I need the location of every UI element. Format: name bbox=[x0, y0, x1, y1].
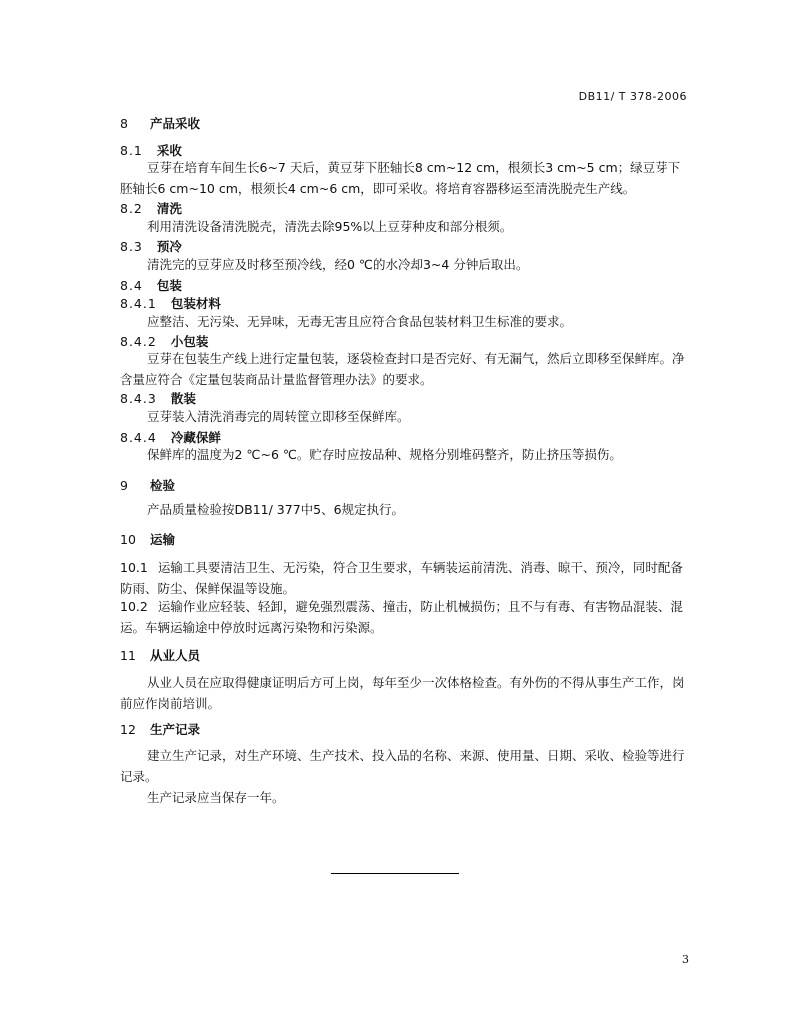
section-title: 冷藏保鲜 bbox=[170, 430, 221, 445]
section-number: 12 bbox=[120, 722, 136, 737]
section-title: 运输 bbox=[150, 532, 176, 547]
section-10-heading bbox=[120, 530, 175, 548]
section-8-4-4-text: 保鲜库的温度为2 ℃~6 ℃。贮存时应按品种、规格分别堆码整齐，防止挤压等损伤。 bbox=[147, 447, 622, 462]
section-11-heading bbox=[120, 646, 200, 664]
page-number: 3 bbox=[682, 953, 689, 966]
section-8-2-heading bbox=[120, 199, 182, 217]
section-title: 生产记录 bbox=[150, 722, 201, 737]
section-title: 产品采收 bbox=[150, 116, 201, 131]
section-title: 检验 bbox=[150, 478, 176, 493]
section-number: 8.1 bbox=[120, 143, 143, 158]
section-number: 8.4.3 bbox=[120, 391, 157, 406]
section-8-4-3-text: 豆芽装入清洗消毒完的周转筐立即移至保鲜库。 bbox=[147, 409, 410, 424]
section-10-2-text bbox=[120, 596, 688, 638]
section-8-heading bbox=[120, 114, 200, 132]
section-title: 包装材料 bbox=[170, 296, 221, 311]
end-rule bbox=[331, 873, 459, 874]
section-10-1-text bbox=[120, 557, 688, 599]
section-8-4-1-heading bbox=[120, 294, 221, 312]
section-8-2-text: 利用清洗设备清洗脱壳，清洗去除95%以上豆芽种皮和部分根须。 bbox=[147, 219, 513, 234]
section-8-4-1-text: 应整洁、无污染、无异味，无毒无害且应符合食品包装材料卫生标准的要求。 bbox=[147, 314, 573, 329]
section-9-text: 产品质量检验按DB11/ 377中5、6规定执行。 bbox=[147, 502, 405, 517]
section-number: 8 bbox=[120, 116, 128, 131]
section-number: 9 bbox=[120, 478, 128, 493]
section-title: 采收 bbox=[156, 143, 182, 158]
section-12-heading bbox=[120, 720, 200, 738]
section-number: 8.2 bbox=[120, 201, 143, 216]
section-number: 11 bbox=[120, 648, 136, 663]
standard-code: DB11/ T 378-2006 bbox=[578, 90, 687, 103]
section-11-text: 从业人员在应取得健康证明后方可上岗，每年至少一次体格检查。有外伤的不得从事生产工作，岗前应作岗前培训。 bbox=[120, 675, 685, 711]
clause-text: 运输作业应轻装、轻卸，避免强烈震荡、撞击，防止机械损伤；且不与有毒、有害物品混装、混运。车辆运输途中停放时远离污染物和污染源。 bbox=[120, 599, 683, 635]
section-number: 8.4.2 bbox=[120, 334, 157, 349]
section-title: 从业人员 bbox=[150, 648, 201, 663]
clause-number: 10.2 bbox=[120, 599, 148, 614]
section-12-text-2: 生产记录应当保存一年。 bbox=[147, 790, 285, 805]
section-title: 清洗 bbox=[156, 201, 182, 216]
section-number: 8.4 bbox=[120, 278, 143, 293]
section-8-1-text: 豆芽在培育车间生长6~7 天后，黄豆芽下胚轴长8 cm~12 cm，根须长3 cm~5 cm；绿豆芽下胚轴长6 cm~10 cm，根须长4 cm~6 cm，即可采收。将培育容器移运至清洗脱壳生产线。 bbox=[120, 160, 681, 196]
section-8-3-heading bbox=[120, 237, 182, 255]
section-8-4-heading bbox=[120, 276, 182, 294]
section-title: 包装 bbox=[156, 278, 182, 293]
section-title: 预冷 bbox=[156, 239, 182, 254]
section-9-heading bbox=[120, 476, 175, 494]
section-number: 8.4.4 bbox=[120, 430, 157, 445]
section-8-4-2-text: 豆芽在包装生产线上进行定量包装，逐袋检查封口是否完好、有无漏气，然后立即移至保鲜库。净含量应符合《定量包装商品计量监督管理办法》的要求。 bbox=[120, 351, 685, 387]
clause-text: 运输工具要清洁卫生、无污染，符合卫生要求，车辆装运前清洗、消毒、晾干、预冷，同时配备防雨、防尘、保鲜保温等设施。 bbox=[120, 560, 683, 596]
clause-number: 10.1 bbox=[120, 560, 148, 575]
section-title: 散装 bbox=[170, 391, 196, 406]
section-number: 10 bbox=[120, 532, 136, 547]
section-number: 8.4.1 bbox=[120, 296, 157, 311]
section-8-3-text: 清洗完的豆芽应及时移至预冷线，经0 ℃的水冷却3~4 分钟后取出。 bbox=[147, 257, 529, 272]
section-number: 8.3 bbox=[120, 239, 143, 254]
section-8-4-3-heading bbox=[120, 389, 196, 407]
section-title: 小包装 bbox=[170, 334, 209, 349]
section-12-text-1: 建立生产记录，对生产环境、生产技术、投入品的名称、来源、使用量、日期、采收、检验等进行记录。 bbox=[120, 748, 685, 784]
